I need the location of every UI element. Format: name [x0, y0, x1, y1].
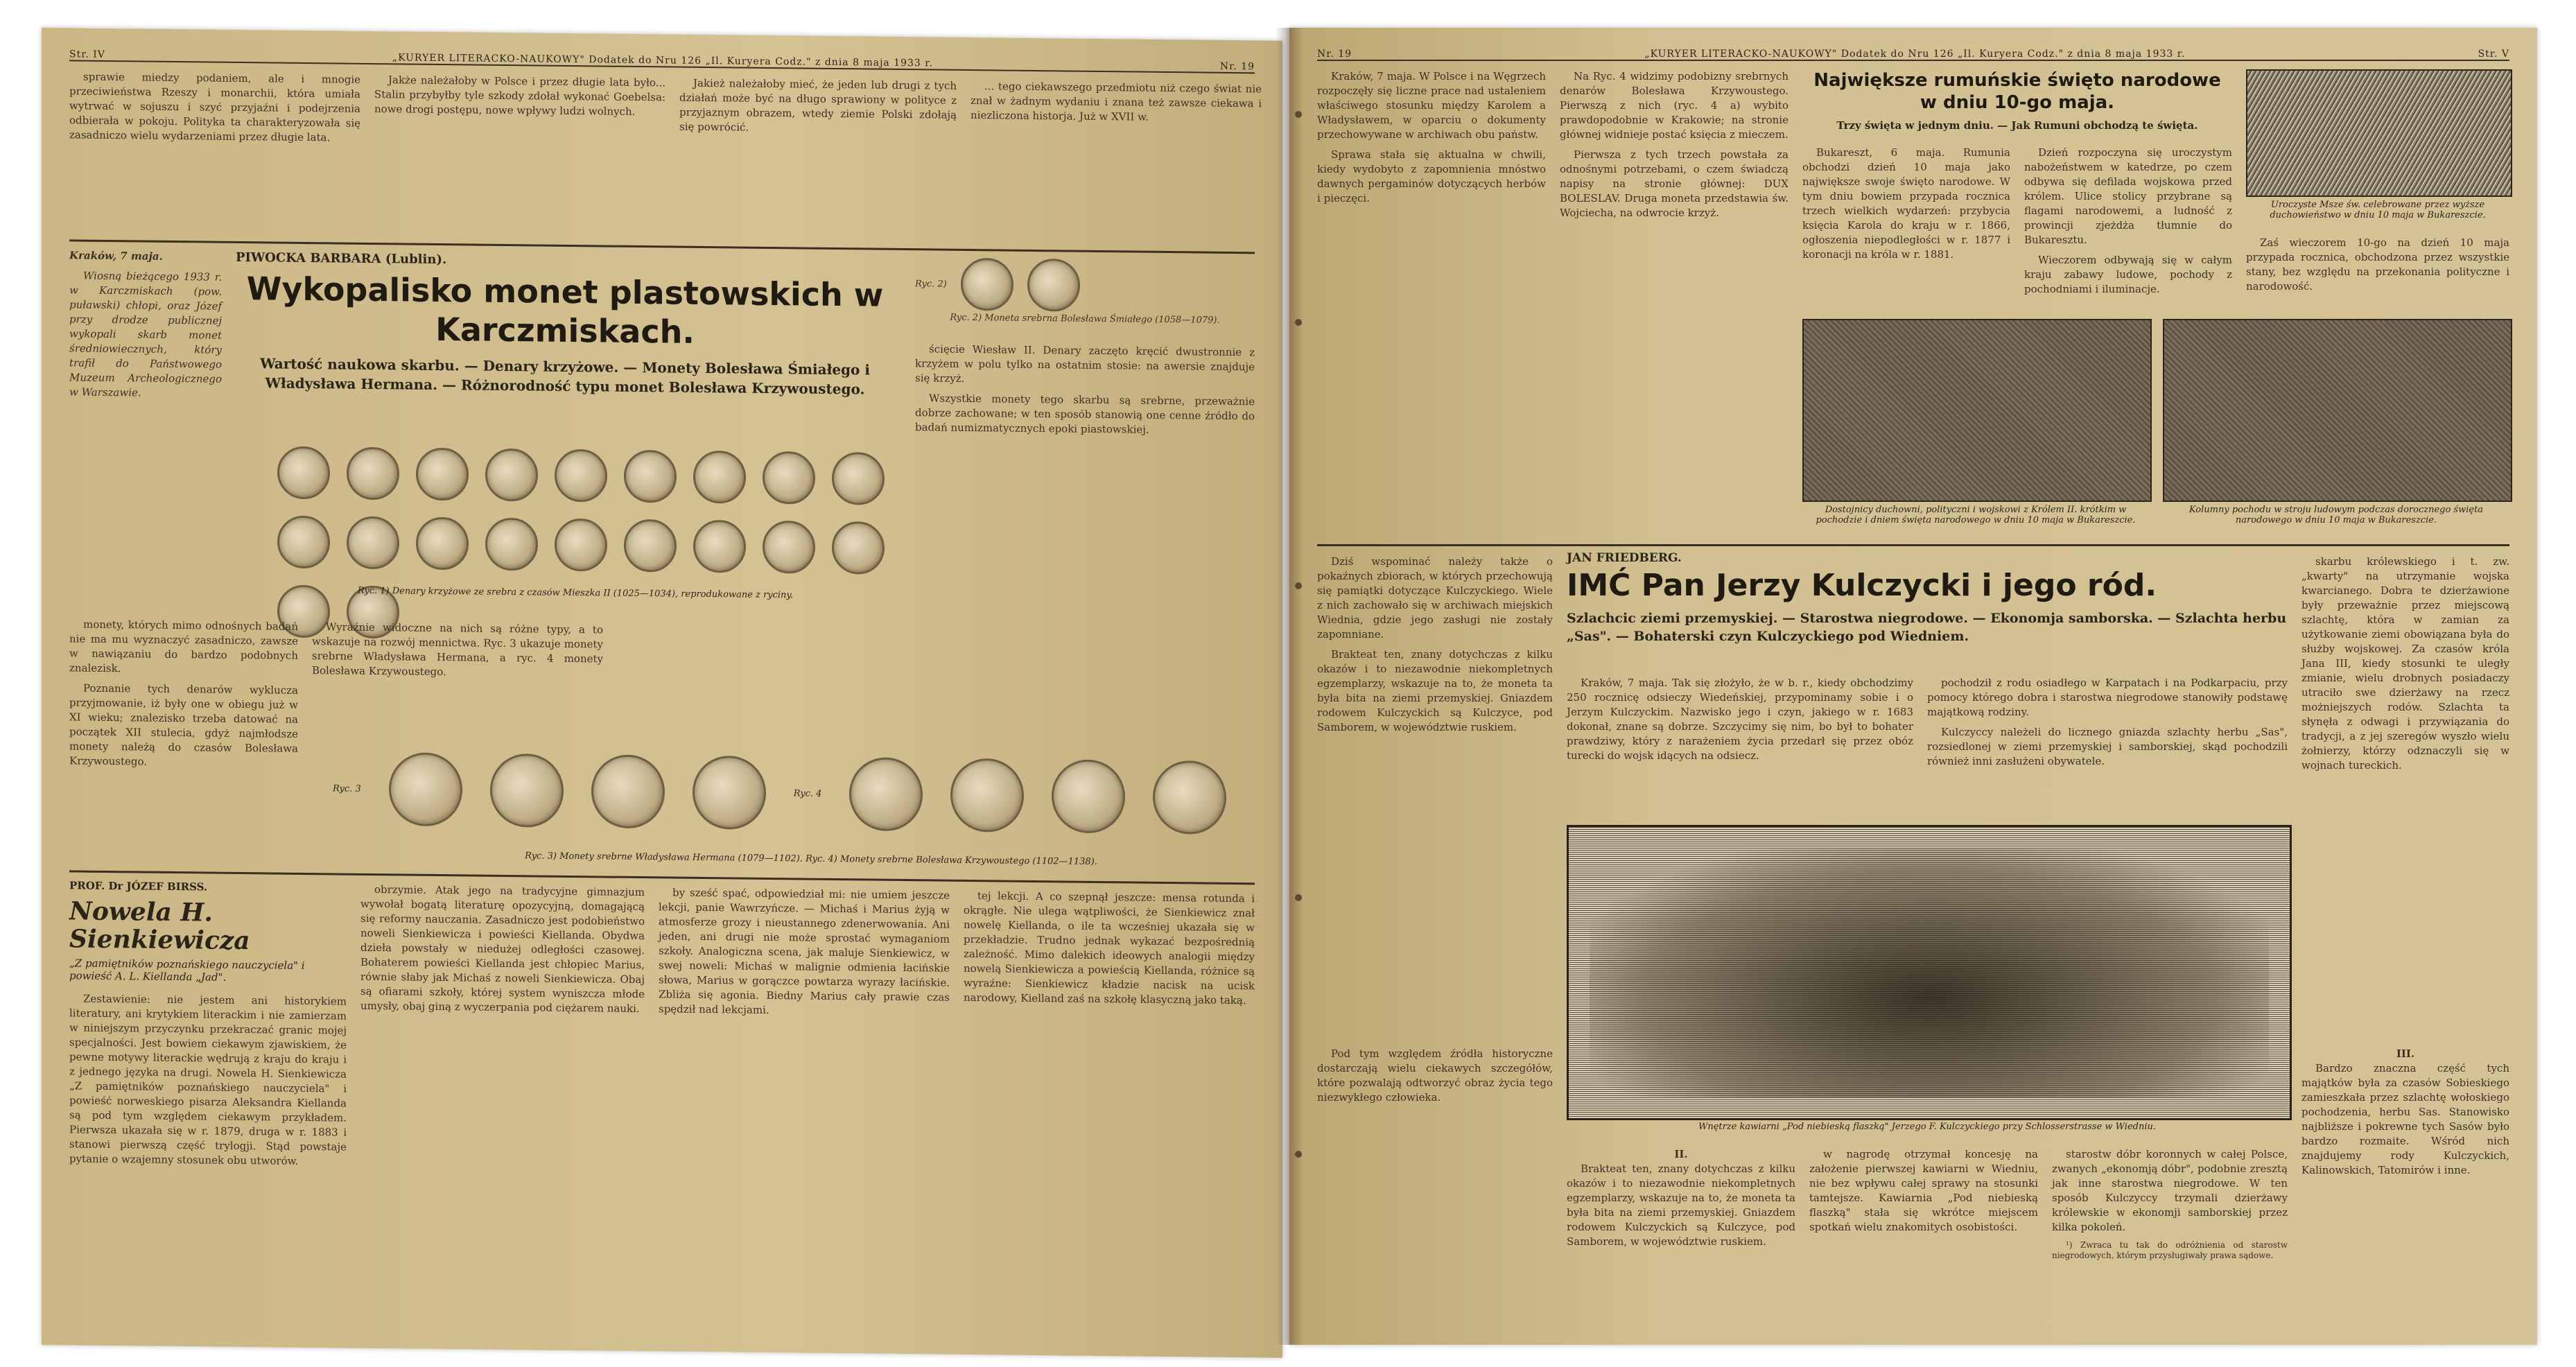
coin-illustration [1052, 759, 1125, 833]
paragraph: Bardzo znaczna część tych majątków była za czasów Sobieskiego zamieszkała przez szlachtę wołoskiego pochodzenia, herbu Sas. Stanowisko najbliższe i pokrewne tych Sasów było bardzo rozmaite. Wśród nich znajdujemy rody Kulczyckich, Kalinowskich, Tatomirów i inne. [2301, 1062, 2509, 1176]
coin-article-heading [236, 250, 894, 437]
right-issue-number: Nr. 19 [1317, 49, 1352, 60]
coin-article-lead [69, 248, 222, 399]
rumania-side-column [2246, 236, 2509, 312]
coin-illustration [693, 520, 746, 573]
right-page-number: Str. V [2478, 49, 2509, 60]
paragraph: sprawie miedzy podaniem, ale i mnogie przeciwieństwa Rzeszy i monarchii, która umiała wytrwać w sojuszu i szyć przyjaźni i podejrzenia odbierała w pokoju. Polityka ta charakteryzowała się zasadniczo wielu wydarzeniami przez długie lata. [69, 70, 360, 144]
top-column-1 [69, 69, 360, 238]
right-page [1289, 28, 2537, 1345]
figure-label: Ryc. 2) [915, 278, 947, 290]
rumania-column-1 [1802, 146, 2010, 312]
article-subtitle: Wartość naukowa skarbu. — Denary krzyżowe. — Monety Bolesława Śmiałego i Władysława Hermana. — Różnorodność typu monet Bolesława Krzywoustego. [260, 355, 870, 398]
article-title: IMĆ Pan Jerzy Kulczycki i jego ród. [1567, 568, 2157, 603]
paragraph: Na Ryc. 4 widzimy podobizny srebrnych denarów Bolesława Krzywoustego. Pierwszą z nich (ryc. 4 a) wybito prawdopodobnie w Krakowie; na stronie głównej widnieje postać księcia z mieczem. [1560, 70, 1789, 141]
kulczycki-body-1 [1567, 676, 1913, 815]
top-column-3 [679, 76, 957, 245]
paragraph: Kulczyccy należeli do licznego gniazda szlachty herbu „Sas", rozsiedlonej w ziemi przemyskiej i samborskiej, skąd pochodzili również inni zasłużeni obywatele. [1927, 726, 2288, 767]
author-byline: PIWOCKA BARBARA (Lublin). [236, 250, 447, 268]
coin-figure-3-4 [333, 751, 1234, 835]
coin-article-lower-left [69, 617, 298, 910]
article-subtitle: „Z pamiętników poznańskiego nauczyciela" i powieść A. L. Kiellanda „Jad". [69, 957, 305, 984]
kulczycki-bottom-column-5 [2301, 1047, 2509, 1324]
paragraph: Wszystkie monety tego skarbu są srebrne, przeważnie dobrze zachowane; w ten sposób stanowią one cenne źródło do badań numizmatycznych epoki piastowskiej. [915, 392, 1255, 436]
coin-illustration [416, 448, 469, 501]
paragraph: Jakież należałoby mieć, że jeden lub drugi z tych działań może być na długo sprawiony w polityce z przyjaznym obrazem, wtedy ziemie Polski zdołają się powrócić. [679, 76, 957, 134]
binding-hole [1295, 582, 1302, 589]
left-page-header [69, 42, 1255, 73]
article-title: Wykopalisko monet plastowskich w Karczmiskach. [246, 270, 884, 351]
coin-illustration [763, 521, 815, 574]
article-title: Największe rumuńskie święto narodowe w dniu 10-go maja. [1813, 70, 2221, 113]
newspaper-spread [42, 28, 2537, 1345]
coin-illustration [624, 519, 677, 573]
article-subtitle: Trzy święta w jednym dniu. — Jak Rumuni obchodzą te święta. [1836, 119, 2198, 132]
right-header-title: „KURYER LITERACKO-NAUKOWY" Dodatek do Nru 126 „Il. Kuryera Codz." z dnia 8 maja 1933 r. [1644, 49, 2186, 60]
coin-illustration [591, 754, 665, 828]
coin-illustration [961, 258, 1013, 311]
kulczycki-bottom-column-2 [1567, 1147, 1795, 1321]
coin-illustration [693, 451, 746, 504]
coin-illustration [832, 521, 885, 575]
paragraph: Brakteat ten, znany dotychczas z kilku okazów i to niezawodnie niekompletnych egzemplarzy, wskazuje na to, że moneta ta była bita na ziemi przemyskiej. Gniazdem rodowem Kulczyckich są Kulczyce, pod Samborem, w województwie ruskiem. [1567, 1163, 1795, 1248]
figure-label: Ryc. 4 [793, 787, 822, 799]
paragraph: Dzień rozpoczyna się uroczystym nabożeństwem w katedrze, po czem odbywa się defilada wojskowa przed królem. Ulice stolicy przybrane są flagami narodowemi, a ludność z prowincji zjeżdża tłumnie do Bukaresztu. [2024, 146, 2232, 246]
coin-illustration [624, 450, 677, 503]
center-fold [1276, 28, 1303, 1345]
sienkiewicz-column-4 [964, 889, 1255, 1335]
author-byline: PROF. Dr JÓZEF BIRSS. [69, 879, 208, 894]
sienkiewicz-column-1 [69, 991, 347, 1327]
section-number: II. [1674, 1148, 1688, 1160]
photo-caption: Uroczyste Msze św. celebrowane przez wyższe duchowieństwo w dniu 10 maja w Bukareszcie. [2270, 200, 2486, 220]
paragraph: Wiosną bieżącego 1933 r. w Karczmiskach (pow. puławski) chłopi, oraz Józef przy drodze publicznej wykopali skarb monet średniowiecznych, który trafił do Państwowego Muzeum Archeologicznego w Warszawie. [69, 269, 222, 399]
paragraph: Zestawienie: nie jestem ani historykiem literatury, ani krytykiem literackim i nie zamierzam w niniejszym przyczynku przekraczać granic mojej specjalności. Jest bowiem ciekawym zjawiskiem, że pewne motywy literackie wędrują z kraju do kraju i z jednego języka na drugi. Nowela H. Sienkiewicza „Z pamiętników poznańskiego nauczyciela" i powieść norweskiego pisarza Aleksandra Kiellanda są pod tym względem ciekawym przykładem. Pierwsza ukazała się w r. 1879, druga w r. 1883 i stanowi pierwszą część trylogji. Stąd powstaje pytanie o wzajemny stosunek obu utworów. [69, 992, 347, 1167]
kulczycki-bottom-column-4 [2052, 1147, 2288, 1321]
coin-illustration [832, 452, 885, 505]
dateline: Kraków, 7 maja. [69, 249, 163, 263]
right-top-column-2 [1560, 69, 1789, 541]
paragraph: by sześć spać, odpowiedział mi: nie umiem jeszcze lekcji, panie Wawrzyńcze. — Michaś i Marius żyją w atmosferze grozy i nieustannego zdenerwowania. Ani jeden, ani drugi nie może sprostać wymaganiom szkoły. Analogiczna scena, jak maluje Sienkiewicz, w swej noweli: Michaś w malignie odmienia łacińskie słowa, Marius w gorączce powtarza wyrazy łacińskie. Zbliża się agonia. Biedny Marius cały prawie czas spędził nad lekcjami. [659, 886, 950, 1016]
paragraph: Poznanie tych denarów wyklucza przyjmowanie, iż były one w obiegu już w XI wieku; znalezisko trzeba datować na początek XII stulecia, gdyż najmłodsze monety należą do czasów Bolesława Krzywoustego. [69, 681, 298, 768]
kulczycki-heading [1567, 551, 2288, 669]
coin-illustration [277, 516, 330, 569]
coin-article-right-column [915, 342, 1255, 609]
left-page [42, 28, 1282, 1358]
coin-illustration [693, 756, 766, 830]
kulczycki-left-column [1317, 555, 1553, 1040]
binding-hole [1295, 319, 1302, 326]
coin-fig2-area [915, 257, 1255, 337]
paragraph: Brakteat ten, znany dotychczas z kilku okazów i to niezawodnie niekompletnych egzemplarzy, wskazuje na to, że moneta ta była bita na ziemi przemyskiej. Gniazdem rodowem Kulczyckich są Kulczyce, pod Samborem, w województwie ruskiem. [1317, 648, 1553, 733]
figure-caption: Ryc. 2) Moneta srebrna Bolesława Śmiałego (1058—1079). [950, 312, 1220, 326]
paragraph: Wieczorem odbywają się w całym kraju zabawy ludowe, pochody z pochodniami i iluminacje. [2024, 254, 2232, 295]
author-byline: JAN FRIEDBERG. [1567, 551, 1682, 565]
coin-illustration [347, 516, 399, 570]
coin-illustration [555, 519, 607, 572]
article-subtitle: Szlachcic ziemi przemyskiej. — Starostwa niegrodowe. — Ekonomja samborska. — Szlachta herbu „Sas". — Bohaterski czyn Kulczyckiego pod Wiedniem. [1567, 611, 2287, 644]
footnote: ¹) Zwraca tu tak do odróżnienia od starostw niegrodowych, którym przysługiwały prawa sądowe. [2052, 1240, 2288, 1260]
engraving-scene [1590, 848, 2269, 1097]
coin-illustration [950, 758, 1024, 833]
sienkiewicz-column-3 [659, 885, 950, 1332]
photo-caption: Dostojnicy duchowni, polityczni i wojskowi z Królem II. krótkim w pochodzie i dniem święta narodowego w dniu 10 maja w Bukareszcie. [1816, 505, 2136, 525]
top-column-2 [374, 73, 665, 242]
photo-parade [2163, 319, 2512, 502]
engraving-caption: Wnętrze kawiarni „Pod niebieską flaszką" Jerzego F. Kulczyckiego przy Schlosserstrasse w Wiedniu. [1698, 1122, 2157, 1132]
paragraph: w nagrodę otrzymał koncesję na założenie pierwszej kawiarni w Wiedniu, nie bez wpływu całej sprawy na stosunki tamtejsze. Kawiarnia „Pod niebieską flaszką" stała się wkrótce miejscem spotkań wielu znakomitych osobistości. [1809, 1148, 2038, 1233]
engraving-coffeehouse [1567, 825, 2292, 1120]
paragraph: Jakże należałoby w Polsce i przez długie lata było... Stalin przybyłby tyle szkody zdołał wykonać Goebelsa: nowe drogi postępu, nowe wpływy ludzi wolnych. [374, 73, 665, 118]
photo-caption: Kolumny pochodu w stroju ludowym podczas dorocznego święta narodowego w dniu 10 maja w Bukareszcie. [2188, 505, 2484, 525]
photo-procession [1802, 319, 2152, 502]
rumania-heading [1802, 69, 2232, 139]
paragraph: monety, których mimo odnośnych badań nie ma mu wyznaczyć zasadniczo, zawsze w nawiązaniu do bardzo podobnych znalezisk. [69, 618, 298, 675]
coin-illustration [416, 517, 469, 571]
section-number: III. [2396, 1047, 2415, 1060]
divider [1317, 544, 2509, 546]
sienkiewicz-column-2 [360, 882, 645, 1329]
paragraph: ścięcie Wiesław II. Denary zaczęto kręcić dwustronnie z krzyżem w polu tylko na ostatnim stosie: na awersie znajduje się krzyż. [915, 342, 1255, 385]
paragraph: Bukareszt, 6 maja. Rumunia obchodzi dzień 10 maja jako największe swoje święto narodowe. W tym dniu bowiem przypada rocznica trzech wielkich wydarzeń: przybycia księcia Karola do kraju w r. 1866, ogłoszenia niepodległości w r. 1877 i koronacji na króla w r. 1881. [1802, 146, 2010, 261]
coin-illustration [490, 754, 564, 828]
coin-illustration [485, 518, 538, 571]
left-issue-number: Nr. 19 [1219, 60, 1255, 73]
top-column-4 [971, 79, 1262, 248]
paragraph: obrzymie. Atak jego na tradycyjne gimnazjum wywołał bogatą literaturę opozycyjną, domagającą się reformy nauczania. Zasadniczo jest podobieństwo noweli Sienkiewicza i powieści Kiellanda. Obydwa dzieła powstały w niedużej odległości czasowej. Bohaterem powieści Kiellanda jest chłopiec Marius, równie słaby jak Michaś z noweli Sienkiewicza. Obaj są ofiarami szkoły, której system wyniszcza młode umysły, obaj giną z wyczerpania pod ciężarem nauki. [360, 883, 645, 1016]
paragraph: Wyraźnie widoczne na nich są różne typy, a to wskazuje na rozwój mennictwa. Ryc. 3 ukazuje monety srebrne Władysława Hermana, a ryc. 4 monety Bolesława Krzywoustego. [312, 620, 603, 679]
right-top-column-1 [1317, 69, 1546, 541]
paragraph: Pod tym względem źródła historyczne dostarczają wielu ciekawych szczegółów, które pozwalają odtworzyć obraz życia tego niezwykłego człowieka. [1317, 1047, 1553, 1104]
paragraph: Kraków, 7 maja. Tak się złożyło, że w b. r., kiedy obchodzimy 250 rocznicę odsieczy Wiedeńskiej, przypominamy sobie i o Jerzym Kulczyckim. Nazwisko jego i czyn, jakiego w r. 1683 dokonał, znane są dobrze. Szczycimy się nim, bo był to bohater prawdziwy, który z narażeniem życia przedarł się przez obóz turecki do wojsk idących na odsiecz. [1567, 677, 1913, 762]
paragraph: skarbu królewskiego i t. zw. „kwarty" na utrzymanie wojska kwarcianego. Dobra te dzierżawione były przeważnie przez miejscową szlachtę, która w zamian za użytkowanie ziemi obowiązana była do służby wojskowej. Za czasów króla Jana III, kiedy stosunki te uległy zmianie, wielu drobnych posiadaczy utraciło swe dzierżawy na rzecz możniejszych rodów. Szlachta ta słynęła z odwagi i przywiązania do tradycji, a z jej szeregów wyszło wielu żołnierzy, którzy odznaczyli się w wojnach tureckich. [2301, 555, 2509, 772]
paragraph: Pierwsza z tych trzech powstała za odnośnymi potrzebami, o czem świadczą napisy na stronie głównej: DUX BOLESLAV. Druga moneta przedstawia św. Wojciecha, na odwrocie krzyż. [1560, 148, 1789, 219]
coin-illustration [1027, 259, 1080, 312]
binding-hole [1295, 894, 1302, 901]
paragraph: Dziś wspominać należy także o pokaźnych zbiorach, w których przechowują się pamiątki dotyczące Kulczyckiego. Wiele z nich zachowało się w archiwach miejskich Wiednia, gdzie jego zasługi nie zostały zapomniane. [1317, 555, 1553, 641]
coin-illustration [277, 446, 330, 500]
article-title: Nowela H. Sienkiewicza [69, 896, 250, 956]
figure-label: Ryc. 3 [333, 783, 361, 794]
paragraph: tej lekcji. A co szepnął jeszcze: mensa rotunda i okrągłe. Nie ulega wątpliwości, że Sienkiewicz znał nowelę Kiellanda, o ile ta wcześniej ukazała się w przekładzie. Trudno jednak wykazać bezpośrednią zależność. Mimo dalekich ideowych analogii między nowelą Sienkiewicza a powieścią Kiellanda, różnice są wyraźne: Sienkiewicz kładzie nacisk na ucisk narodowy, Kielland zaś na szkołę klasyczną jako taką. [964, 889, 1255, 1007]
sienkiewicz-heading [69, 879, 347, 986]
left-header-title: „KURYER LITERACKO-NAUKOWY" Dodatek do Nru 126 „Il. Kuryera Codz." z dnia 8 maja 1933 r. [392, 52, 933, 69]
figure-caption: Ryc. 1) Denary krzyżowe ze srebra z czasów Mieszka II (1025—1034), reprodukowane z ryciny. [357, 585, 794, 601]
paragraph: Sprawa stała się aktualna w chwili, kiedy wydobyto z zapomnienia mnóstwo dawnych pergaminów dotyczących herbów i pieczęci. [1317, 148, 1546, 204]
kulczycki-right-column [2301, 555, 2509, 1040]
coin-illustration [389, 752, 462, 826]
paragraph: starostw dóbr koronnych w całej Polsce, zwanych „ekonomją dóbr", podobnie zresztą jak inne starostwa niegrodowe. W ten sposób Kulczyccy trzymali dzierżawy królewskie w ekonomji samborskiej przez kilka pokoleń. [2052, 1148, 2288, 1233]
coin-illustration [1153, 760, 1226, 835]
coin-illustration [555, 449, 607, 503]
right-page-header [1317, 42, 2509, 61]
coin-illustration [849, 757, 923, 831]
binding-hole [1295, 1151, 1302, 1158]
kulczycki-bottom-column-1 [1317, 1047, 1553, 1324]
binding-hole [1295, 111, 1302, 118]
kulczycki-body-2 [1927, 676, 2288, 815]
figure-caption: Ryc. 3) Monety srebrne Władysława Hermana (1079—1102). Ryc. 4) Monety srebrne Bolesława Krzywoustego (1102—1138). [525, 851, 1097, 867]
coin-illustration [485, 449, 538, 502]
coin-article-lower-middle [312, 620, 603, 740]
left-page-number: Str. IV [69, 49, 105, 60]
photo-mass [2246, 69, 2512, 197]
coin-figure-1 [277, 446, 887, 644]
coin-illustration [347, 447, 399, 500]
paragraph: pochodził z rodu osiadłego w Karpatach i na Podkarpaciu, przy pomocy którego dobra i starostwa niegrodowe stanowiły podstawę majątkową rodziny. [1927, 677, 2288, 718]
rumania-column-2 [2024, 146, 2232, 312]
kulczycki-bottom-column-3 [1809, 1147, 2038, 1321]
paragraph: ... tego ciekawszego przedmiotu niż czego świat nie znał w żadnym wydaniu i znana też zawsze ciekawa i niezliczona historja. Już w XVII w. [971, 80, 1262, 123]
coin-illustration [763, 451, 815, 505]
paragraph: Kraków, 7 maja. W Polsce i na Węgrzech rozpoczęły się liczne prace nad ustaleniem właściwego stosunku między Karolem a Władysławem, w oparciu o dokumenty przechowywane w archiwach obu państw. [1317, 70, 1546, 141]
paragraph: Zaś wieczorem 10-go na dzień 10 maja przypada rocznica, obchodzona przez wszystkie stany, bez względu na przekonania polityczne i narodowość. [2246, 236, 2509, 293]
